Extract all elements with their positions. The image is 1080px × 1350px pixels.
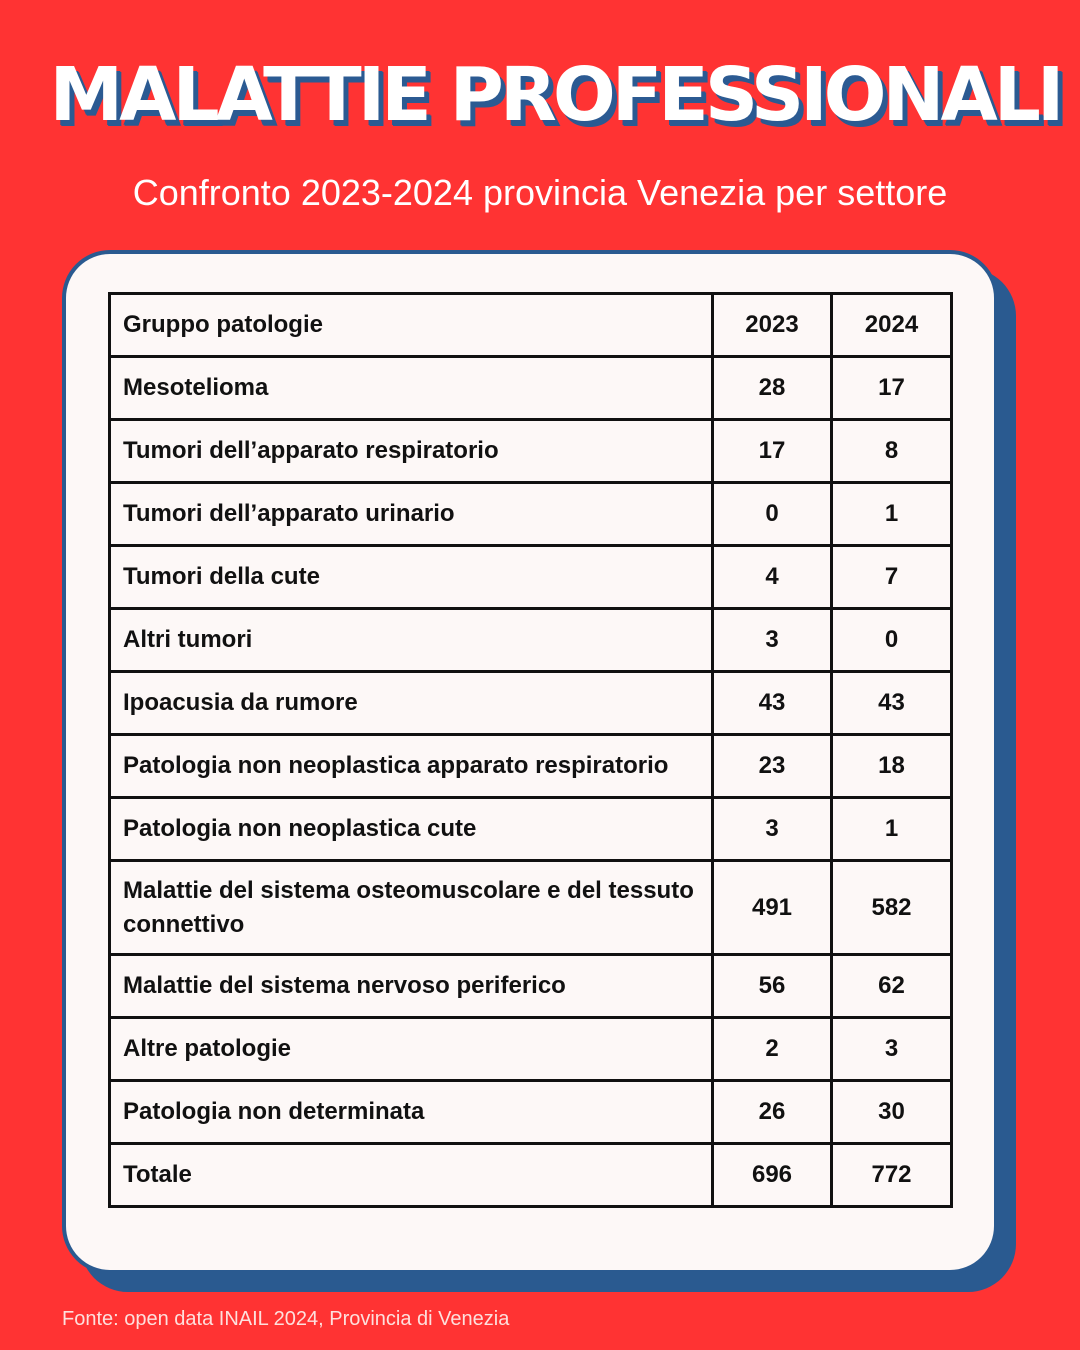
value-2024: 62 [832, 955, 952, 1018]
total-2023: 696 [713, 1144, 832, 1207]
row-label: Patologia non determinata [110, 1081, 713, 1144]
row-label: Patologia non neoplastica apparato respiratorio [110, 735, 713, 798]
total-2024: 772 [832, 1144, 952, 1207]
table-row [110, 1018, 952, 1081]
row-label: Altri tumori [110, 609, 713, 672]
value-2024: 8 [832, 420, 952, 483]
table-row [110, 798, 952, 861]
value-2024: 1 [832, 483, 952, 546]
page-title: MALATTIE PROFESSIONALI [49, 52, 1061, 138]
source-note: Fonte: open data INAIL 2024, Provincia di Venezia [62, 1308, 510, 1330]
value-2024: 43 [832, 672, 952, 735]
value-2024: 0 [832, 609, 952, 672]
value-2024: 1 [832, 798, 952, 861]
table-row [110, 861, 952, 955]
value-2023: 56 [713, 955, 832, 1018]
row-label: Altre patologie [110, 1018, 713, 1081]
value-2024: 3 [832, 1018, 952, 1081]
row-label: Tumori dell’apparato urinario [110, 483, 713, 546]
table-row [110, 672, 952, 735]
table-total-row [110, 1144, 952, 1207]
value-2023: 17 [713, 420, 832, 483]
row-label: Malattie del sistema nervoso periferico [110, 955, 713, 1018]
row-label: Mesotelioma [110, 357, 713, 420]
value-2024: 582 [832, 861, 952, 955]
row-label: Tumori dell’apparato respiratorio [110, 420, 713, 483]
value-2023: 43 [713, 672, 832, 735]
value-2023: 28 [713, 357, 832, 420]
table-row [110, 1081, 952, 1144]
row-label: Tumori della cute [110, 546, 713, 609]
value-2024: 18 [832, 735, 952, 798]
table-row [110, 483, 952, 546]
column-header-group: Gruppo patologie [110, 294, 713, 357]
value-2024: 7 [832, 546, 952, 609]
table-row [110, 420, 952, 483]
column-header-2023: 2023 [713, 294, 832, 357]
value-2023: 2 [713, 1018, 832, 1081]
row-label: Ipoacusia da rumore [110, 672, 713, 735]
value-2023: 23 [713, 735, 832, 798]
value-2023: 491 [713, 861, 832, 955]
table-row [110, 357, 952, 420]
page-subtitle: Confronto 2023-2024 provincia Venezia per settore [132, 172, 948, 213]
column-header-2024: 2024 [832, 294, 952, 357]
total-label: Totale [110, 1144, 713, 1207]
table-header-row [110, 294, 952, 357]
row-label: Patologia non neoplastica cute [110, 798, 713, 861]
value-2023: 26 [713, 1081, 832, 1144]
table-row [110, 546, 952, 609]
value-2024: 30 [832, 1081, 952, 1144]
value-2023: 3 [713, 798, 832, 861]
table-row [110, 955, 952, 1018]
value-2023: 4 [713, 546, 832, 609]
value-2023: 0 [713, 483, 832, 546]
value-2024: 17 [832, 357, 952, 420]
table-row [110, 609, 952, 672]
value-2023: 3 [713, 609, 832, 672]
row-label: Malattie del sistema osteomuscolare e del tessuto connettivo [110, 861, 713, 955]
disease-table [108, 292, 953, 1208]
table-row [110, 735, 952, 798]
